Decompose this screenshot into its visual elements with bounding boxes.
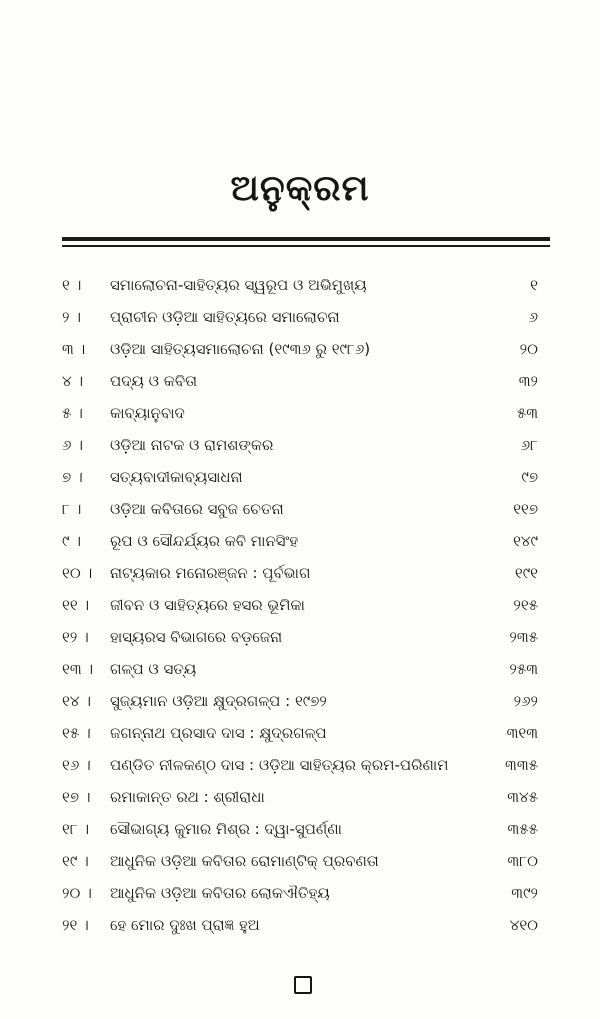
entry-page: ୩୪୫ bbox=[507, 788, 538, 806]
entry-page: ୧୪୯ bbox=[513, 532, 538, 550]
entry-number: ୨୦ । bbox=[62, 884, 92, 902]
entry-number: ୭ । bbox=[62, 468, 83, 486]
entry-page: ୬ bbox=[528, 308, 538, 326]
toc-entry bbox=[0, 558, 600, 588]
entry-title: ସତ୍ୟବାଦୀକାବ୍ୟସାଧନା bbox=[110, 468, 243, 486]
entry-title: ଓଡ଼ିଆ ସାହିତ୍ୟସମାଲୋଚନା (୧୯୩୬ ରୁ ୧୯୮୬) bbox=[110, 340, 371, 358]
entry-page: ୪୧୦ bbox=[509, 916, 538, 934]
entry-number: ୧୨ । bbox=[62, 628, 89, 646]
entry-number: ୧୮ । bbox=[62, 820, 90, 838]
entry-number: ୧୪ । bbox=[62, 692, 91, 710]
toc-entry bbox=[0, 718, 600, 748]
toc-entry bbox=[0, 686, 600, 716]
entry-number: ୨୧ । bbox=[62, 916, 89, 934]
toc-entry bbox=[0, 910, 600, 940]
end-square-icon bbox=[294, 976, 312, 994]
entry-number: ୨ । bbox=[62, 308, 81, 326]
toc-entry bbox=[0, 846, 600, 876]
page-title: ଅନୁକ୍ରମ bbox=[230, 168, 370, 209]
entry-title: ନାଟ୍ୟକାର ମନୋରଞ୍ଜନ : ପୂର୍ବଭାଗ bbox=[110, 564, 311, 582]
toc-entry bbox=[0, 814, 600, 844]
entry-number: ୧୦ । bbox=[62, 564, 93, 582]
entry-title: ଓଡ଼ିଆ କବିତାରେ ସବୁଜ ଚେତନା bbox=[110, 500, 284, 518]
entry-number: ୯ । bbox=[62, 532, 81, 550]
entry-page: ୫୩ bbox=[516, 404, 538, 422]
entry-number: ୧୭ । bbox=[62, 788, 91, 806]
entry-title: ହାସ୍ୟରସ ବିଭାଗରେ ବଡ଼ଜେନା bbox=[110, 628, 283, 646]
toc-entry bbox=[0, 622, 600, 652]
entry-title: ରମାକାନ୍ତ ରଥ : ଶ୍ରୀରାଧା bbox=[110, 788, 265, 806]
toc-entry bbox=[0, 270, 600, 300]
entry-page: ୩୮୦ bbox=[507, 852, 538, 870]
entry-title: ଓଡ଼ିଆ ନାଟକ ଓ ରାମଶଙ୍କର bbox=[110, 436, 274, 454]
title-rule-thin bbox=[62, 245, 550, 247]
entry-number: ୧୧ । bbox=[62, 596, 90, 614]
entry-number: ୪ । bbox=[62, 372, 84, 390]
entry-page: ୬୮ bbox=[520, 436, 538, 454]
entry-page: ୨୦ bbox=[519, 340, 538, 358]
entry-title: ଆଧୁନିକ ଓଡ଼ିଆ କବିତାର ଲୋକଐତିହ୍ୟ bbox=[110, 884, 330, 902]
entry-page: ୨୩୫ bbox=[509, 628, 538, 646]
entry-title: ଜଗନ୍ନାଥ ପ୍ରସାଦ ଦାସ : କ୍ଷୁଦ୍ରଗଳ୍ପ bbox=[110, 724, 327, 742]
entry-page: ୨୬୨ bbox=[513, 692, 538, 710]
entry-title: ଗଳ୍ପ ଓ ସତ୍ୟ bbox=[110, 660, 197, 678]
entry-page: ୧୯୧ bbox=[514, 564, 538, 582]
title-rule-thick bbox=[62, 237, 550, 241]
entry-page: ୨୫୩ bbox=[509, 660, 538, 678]
entry-page: ୩୧୩ bbox=[506, 724, 538, 742]
entry-number: ୬ । bbox=[62, 436, 83, 454]
entry-title: ପଣ୍ଡିତ ନୀଳକଣ୍ଠ ଦାସ : ଓଡ଼ିଆ ସାହିତ୍ୟର କ୍ରମ-ପରିଣାମ bbox=[110, 756, 449, 774]
entry-number: ୩ । bbox=[62, 340, 86, 358]
toc-entry bbox=[0, 494, 600, 524]
toc-entry bbox=[0, 782, 600, 812]
entry-number: ୧ । bbox=[62, 276, 82, 294]
toc-entry bbox=[0, 430, 600, 460]
entry-title: ରୂପ ଓ ସୌନ୍ଦର୍ଯ୍ୟର କବି ମାନସିଂହ bbox=[110, 532, 299, 550]
entry-title: ହେ ମୋର ଦୁଃଖ ପ୍ରାଜ୍ଞ ହୁଅ bbox=[110, 916, 260, 934]
entry-page: ୨୧୫ bbox=[513, 596, 538, 614]
entry-page: ୩୯୨ bbox=[511, 884, 538, 902]
entry-title: ଜୀବନ ଓ ସାହିତ୍ୟରେ ହସର ଭୂମିକା bbox=[110, 596, 305, 614]
entry-title: ସମାଲୋଚନା-ସାହିତ୍ୟର ସ୍ୱରୂପ ଓ ଅଭିମୁଖ୍ୟ bbox=[110, 276, 367, 294]
entry-page: ୯୭ bbox=[521, 468, 538, 486]
entry-title: ପ୍ରାଚୀନ ଓଡ଼ିଆ ସାହିତ୍ୟରେ ସମାଲୋଚନା bbox=[110, 308, 340, 326]
entry-number: ୫ । bbox=[62, 404, 83, 422]
toc-entry bbox=[0, 526, 600, 556]
entry-number: ୮ । bbox=[62, 500, 82, 518]
toc-entry bbox=[0, 878, 600, 908]
toc-entry bbox=[0, 590, 600, 620]
entry-page: ୩୩୫ bbox=[505, 756, 538, 774]
entry-page: ୧ bbox=[530, 276, 538, 294]
entry-title: ସୁଜ୍ୟମାନ ଓଡ଼ିଆ କ୍ଷୁଦ୍ରଗଳ୍ପ : ୧୯୭୨ bbox=[110, 692, 327, 710]
entry-page: ୩୫୫ bbox=[507, 820, 538, 838]
entry-title: କାବ୍ୟାନୁବାଦ bbox=[110, 404, 185, 422]
entry-number: ୧୬ । bbox=[62, 756, 91, 774]
entry-page: ୩୨ bbox=[518, 372, 538, 390]
toc-entry bbox=[0, 334, 600, 364]
toc-entry bbox=[0, 750, 600, 780]
entry-number: ୧୫ । bbox=[62, 724, 91, 742]
entry-title: ପଦ୍ୟ ଓ କବିତା bbox=[110, 372, 198, 390]
toc-entry bbox=[0, 462, 600, 492]
toc-entry bbox=[0, 302, 600, 332]
entry-number: ୧୩ । bbox=[62, 660, 94, 678]
entry-title: ସୌଭାଗ୍ୟ କୁମାର ମିଶ୍ର : ଦ୍ୱା-ସୁପର୍ଣ୍ଣା bbox=[110, 820, 342, 838]
toc-entry bbox=[0, 654, 600, 684]
toc-entry bbox=[0, 398, 600, 428]
entry-number: ୧୯ । bbox=[62, 852, 89, 870]
entry-page: ୧୧୭ bbox=[513, 500, 538, 518]
toc-entry bbox=[0, 366, 600, 396]
entry-title: ଆଧୁନିକ ଓଡ଼ିଆ କବିତାର ରୋମାଣ୍ଟିକ୍ ପ୍ରବଣତା bbox=[110, 852, 379, 870]
